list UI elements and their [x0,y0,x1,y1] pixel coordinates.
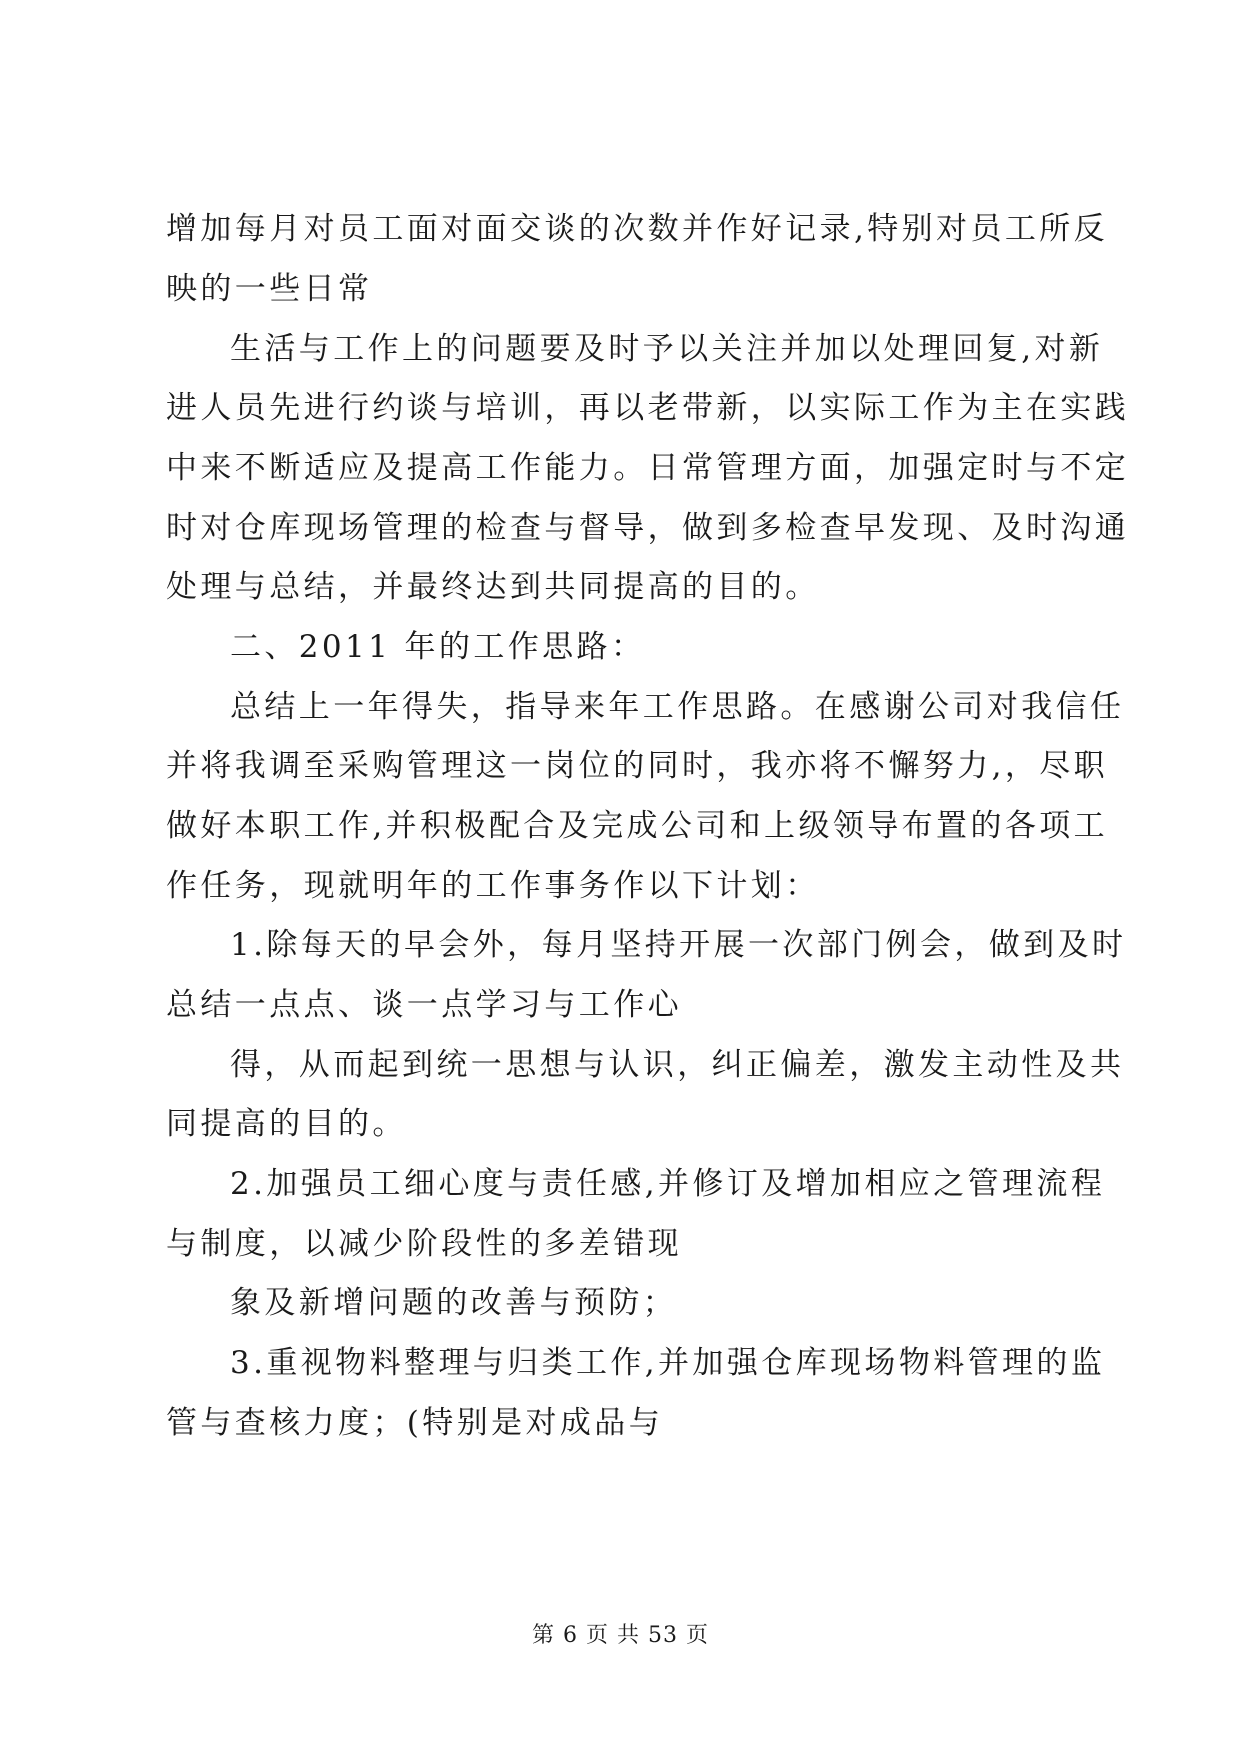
body-text-line: 生活与工作上的问题要及时予以关注并加以处理回复,对新 [230,331,1104,367]
body-text-line: 增加每月对员工面对面交谈的次数并作好记录,特别对员工所反 [166,211,1109,247]
body-text-line: 象及新增问题的改善与预防； [230,1285,678,1321]
body-text-line: 处理与总结，并最终达到共同提高的目的。 [166,569,820,605]
body-text-line: 得，从而起到统一思想与认识，纠正偏差，激发主动性及共 [230,1047,1125,1083]
body-text-line: 时对仓库现场管理的检查与督导，做到多检查早发现、及时沟通 [166,510,1130,546]
section-heading: 二、2011 年的工作思路： [230,629,646,665]
list-item-2: 2.加强员工细心度与责任感,并修订及增加相应之管理流程 [230,1166,1106,1202]
body-text-line: 同提高的目的。 [166,1106,407,1142]
body-text-line: 进人员先进行约谈与培训，再以老带新，以实际工作为主在实践 [166,390,1130,426]
page-footer: 第 6 页 共 53 页 [532,1623,709,1648]
list-item-1: 1.除每天的早会外，每月坚持开展一次部门例会，做到及时 [230,927,1127,963]
body-text-line: 总结一点点、谈一点学习与工作心 [166,987,682,1023]
body-text-line: 与制度，以减少阶段性的多差错现 [166,1226,682,1262]
body-text-line: 做好本职工作,并积极配合及完成公司和上级领导布置的各项工 [166,808,1109,844]
body-text-line: 作任务，现就明年的工作事务作以下计划： [166,868,820,904]
body-text-line: 中来不断适应及提高工作能力。日常管理方面，加强定时与不定 [166,450,1130,486]
list-item-3: 3.重视物料整理与归类工作,并加强仓库现场物料管理的监 [230,1345,1106,1381]
body-text-line: 并将我调至采购管理这一岗位的同时，我亦将不懈努力,，尽职 [166,748,1109,784]
body-text-line: 映的一些日常 [166,271,373,307]
body-text-line: 管与查核力度；(特别是对成品与 [166,1405,664,1441]
body-text-line: 总结上一年得失，指导来年工作思路。在感谢公司对我信任 [230,689,1125,725]
